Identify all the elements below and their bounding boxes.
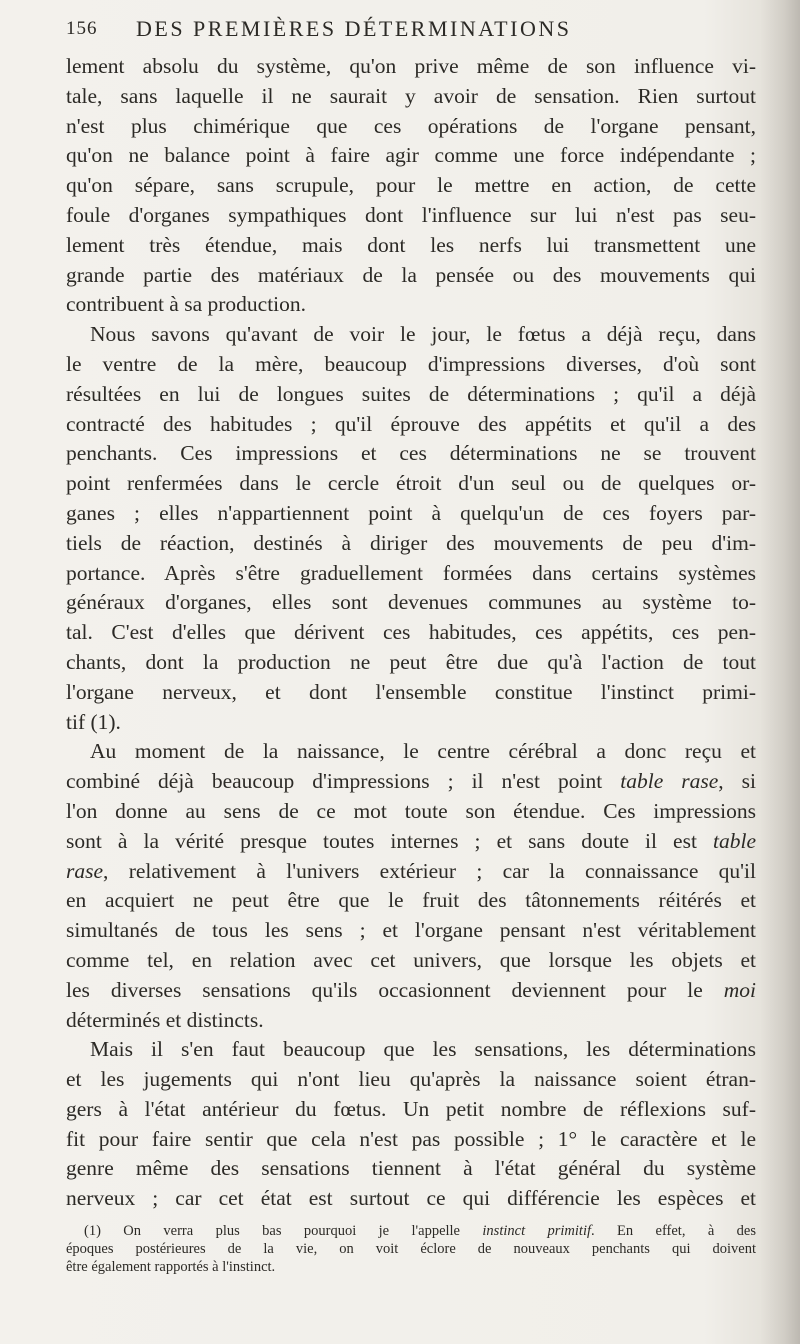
text-line: tif (1). [66, 709, 121, 734]
text-line: déterminés et distincts. [66, 1007, 264, 1032]
text-line [66, 857, 756, 887]
text-fragment: les diverses sensations qu'ils occasionnent deviennent pour le [66, 977, 703, 1002]
text-line: tal. C'est d'elles que dérivent ces habitudes, ces appétits, ces pen- [66, 620, 756, 645]
running-title: DES PREMIÈRES DÉTERMINATIONS [136, 16, 572, 41]
text-line: en acquiert ne peut être que le fruit des tâtonnements réitérés et [66, 888, 756, 913]
text-line: contracté des habitudes ; qu'il éprouve des appétits et qu'il a des [66, 411, 756, 436]
text-line: le ventre de la mère, beaucoup d'impressions diverses, d'où sont [66, 351, 756, 376]
text-line: genre même des sensations tiennent à l'état général du système [66, 1156, 756, 1181]
text-line: Nous savons qu'avant de voir le jour, le fœtus a déjà reçu, dans [90, 322, 756, 347]
text-line [66, 827, 756, 857]
text-line: comme tel, en relation avec cet univers, que lorsque les objets et [66, 947, 756, 972]
italic-term: rase [66, 858, 104, 883]
text-line: foule d'organes sympathiques dont l'influence sur lui n'est pas seu- [66, 202, 756, 227]
text-fragment: combiné déjà beaucoup d'impressions ; il n'est point [66, 769, 603, 794]
page-header [66, 14, 756, 44]
text-line: nerveux ; car cet état est surtout ce qui différencie les espèces et [66, 1186, 756, 1211]
italic-term: moi [723, 977, 756, 1002]
page-edge-shadow [760, 0, 800, 1344]
text-fragment: sont à la vérité presque toutes internes ; et sans doute il est [66, 828, 697, 853]
body-text [66, 52, 756, 1214]
text-line: contribuent à sa production. [66, 292, 307, 317]
text-line: portance. Après s'être graduellement formées dans certains systèmes [66, 560, 756, 585]
text-line: Mais il s'en faut beaucoup que les sensations, les déterminations [90, 1037, 756, 1062]
footnote [66, 1222, 756, 1276]
text-line: qu'on ne balance point à faire agir comme une force indépendante ; [66, 143, 756, 168]
text-line: penchants. Ces impressions et ces déterminations ne se trouvent [66, 441, 756, 466]
text-line: tiels de réaction, destinés à diriger des mouvements de peu d'im- [66, 530, 756, 555]
text-line: grande partie des matériaux de la pensée ou des mouvements qui [66, 262, 756, 287]
text-line: Au moment de la naissance, le centre cérébral a donc reçu et [90, 739, 756, 764]
footnote-line: époques postérieures de la vie, on voit éclore de nouveaux penchants qui doivent [66, 1241, 756, 1257]
footnote-italic-term: instinct primitif [482, 1223, 592, 1239]
text-line: lement absolu du système, qu'on prive même de son influence vi- [66, 54, 756, 78]
footnote-line [66, 1222, 756, 1240]
text-line: résultées en lui de longues suites de déterminations ; qu'il a déjà [66, 381, 756, 406]
text-line: fit pour faire sentir que cela n'est pas possible ; 1° le caractère et le [66, 1126, 756, 1151]
text-line: point renfermées dans le cercle étroit d'un seul ou de quelques or- [66, 471, 756, 496]
text-line [66, 767, 756, 797]
footnote-line: être également rapportés à l'instinct. [66, 1259, 276, 1275]
text-line: lement très étendue, mais dont les nerfs lui transmettent une [66, 232, 756, 257]
text-line: tale, sans laquelle il ne saurait y avoir de sensation. Rien surtout [66, 83, 756, 108]
text-line: ganes ; elles n'appartiennent point à quelqu'un de ces foyers par- [66, 500, 756, 525]
text-line [66, 976, 756, 1006]
text-line: l'organe nerveux, et dont l'ensemble constitue l'instinct primi- [66, 679, 756, 704]
text-fragment: , si [718, 769, 756, 794]
text-line: n'est plus chimérique que ces opérations de l'organe pensant, [66, 113, 756, 138]
text-line: gers à l'état antérieur du fœtus. Un petit nombre de réflexions suf- [66, 1096, 756, 1121]
text-line: simultanés de tous les sens ; et l'organe pensant n'est véritablement [66, 918, 756, 943]
text-line: généraux d'organes, elles sont devenues communes au système to- [66, 590, 756, 615]
italic-term: table [713, 828, 756, 853]
text-fragment: , relativement à l'univers extérieur ; car la connaissance qu'il [103, 858, 756, 883]
footnote-fragment: . En effet, à des [591, 1223, 756, 1239]
italic-term: table rase [620, 769, 719, 794]
page-number: 156 [66, 18, 98, 39]
text-line: qu'on sépare, sans scrupule, pour le mettre en action, de cette [66, 173, 756, 198]
text-line: l'on donne au sens de ce mot toute son étendue. Ces impressions [66, 798, 756, 823]
text-line: chants, dont la production ne peut être due qu'à l'action de tout [66, 649, 756, 674]
text-line: et les jugements qui n'ont lieu qu'après la naissance soient étran- [66, 1067, 756, 1092]
footnote-fragment: (1) On verra plus bas pourquoi je l'appelle [84, 1223, 460, 1239]
